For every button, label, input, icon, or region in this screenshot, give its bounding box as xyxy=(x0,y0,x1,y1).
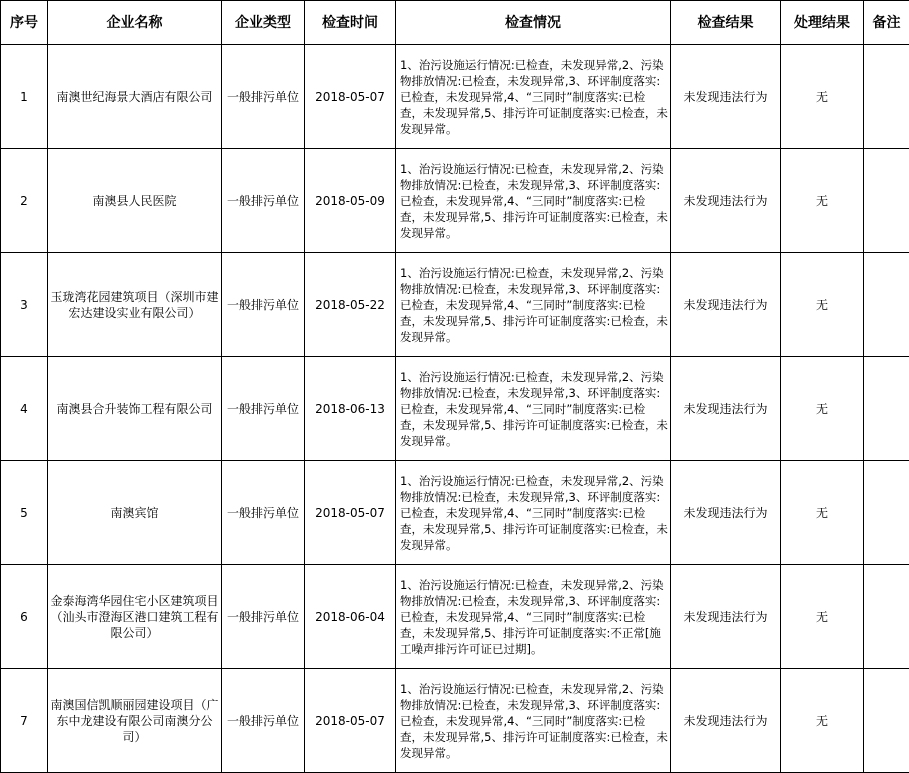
table-row xyxy=(1,357,909,461)
cell-date: 2018-05-07 xyxy=(305,669,396,773)
header-detail: 检查情况 xyxy=(396,1,671,45)
cell-company: 南澳县合升装饰工程有限公司 xyxy=(48,357,222,461)
cell-type: 一般排污单位 xyxy=(222,45,305,149)
cell-date: 2018-06-13 xyxy=(305,357,396,461)
cell-handling: 无 xyxy=(781,565,864,669)
cell-handling: 无 xyxy=(781,669,864,773)
cell-type: 一般排污单位 xyxy=(222,149,305,253)
cell-type: 一般排污单位 xyxy=(222,357,305,461)
cell-type: 一般排污单位 xyxy=(222,461,305,565)
cell-date: 2018-05-09 xyxy=(305,149,396,253)
cell-no: 6 xyxy=(1,565,48,669)
cell-remark xyxy=(864,357,909,461)
cell-detail: 1、治污设施运行情况:已检查，未发现异常,2、污染物排放情况:已检查，未发现异常,3、环评制度落实:已检查，未发现异常,4、“三同时”制度落实:已检查，未发现异常,5、排污许可证制度落实:已检查，未发现异常。 xyxy=(396,253,671,357)
cell-company: 玉珑湾花园建筑项目（深圳市建宏达建设实业有限公司） xyxy=(48,253,222,357)
table-row xyxy=(1,565,909,669)
cell-handling: 无 xyxy=(781,357,864,461)
cell-handling: 无 xyxy=(781,149,864,253)
header-row xyxy=(1,1,909,45)
cell-company: 南澳世纪海景大酒店有限公司 xyxy=(48,45,222,149)
cell-result: 未发现违法行为 xyxy=(671,565,781,669)
header-result: 检查结果 xyxy=(671,1,781,45)
cell-type: 一般排污单位 xyxy=(222,253,305,357)
cell-no: 2 xyxy=(1,149,48,253)
cell-company: 南澳宾馆 xyxy=(48,461,222,565)
cell-detail: 1、治污设施运行情况:已检查，未发现异常,2、污染物排放情况:已检查，未发现异常,3、环评制度落实:已检查，未发现异常,4、“三同时”制度落实:已检查，未发现异常,5、排污许可证制度落实:不正常[施工噪声排污许可证已过期]。 xyxy=(396,565,671,669)
table-row xyxy=(1,461,909,565)
header-no: 序号 xyxy=(1,1,48,45)
cell-detail: 1、治污设施运行情况:已检查，未发现异常,2、污染物排放情况:已检查，未发现异常,3、环评制度落实:已检查，未发现异常,4、“三同时”制度落实:已检查，未发现异常,5、排污许可证制度落实:已检查，未发现异常。 xyxy=(396,45,671,149)
cell-no: 3 xyxy=(1,253,48,357)
cell-remark xyxy=(864,565,909,669)
cell-company: 南澳国信凯顺丽园建设项目（广东中龙建设有限公司南澳分公司） xyxy=(48,669,222,773)
cell-date: 2018-06-04 xyxy=(305,565,396,669)
cell-date: 2018-05-07 xyxy=(305,461,396,565)
cell-result: 未发现违法行为 xyxy=(671,253,781,357)
cell-result: 未发现违法行为 xyxy=(671,461,781,565)
cell-remark xyxy=(864,669,909,773)
header-date: 检查时间 xyxy=(305,1,396,45)
cell-detail: 1、治污设施运行情况:已检查，未发现异常,2、污染物排放情况:已检查，未发现异常,3、环评制度落实:已检查，未发现异常,4、“三同时”制度落实:已检查，未发现异常,5、排污许可证制度落实:已检查，未发现异常。 xyxy=(396,357,671,461)
cell-handling: 无 xyxy=(781,253,864,357)
table-row xyxy=(1,669,909,773)
cell-type: 一般排污单位 xyxy=(222,669,305,773)
cell-no: 1 xyxy=(1,45,48,149)
cell-result: 未发现违法行为 xyxy=(671,45,781,149)
cell-detail: 1、治污设施运行情况:已检查，未发现异常,2、污染物排放情况:已检查，未发现异常,3、环评制度落实:已检查，未发现异常,4、“三同时”制度落实:已检查，未发现异常,5、排污许可证制度落实:已检查，未发现异常。 xyxy=(396,461,671,565)
cell-handling: 无 xyxy=(781,45,864,149)
cell-type: 一般排污单位 xyxy=(222,565,305,669)
cell-remark xyxy=(864,461,909,565)
cell-no: 5 xyxy=(1,461,48,565)
cell-result: 未发现违法行为 xyxy=(671,357,781,461)
cell-result: 未发现违法行为 xyxy=(671,149,781,253)
cell-handling: 无 xyxy=(781,461,864,565)
cell-detail: 1、治污设施运行情况:已检查，未发现异常,2、污染物排放情况:已检查，未发现异常,3、环评制度落实:已检查，未发现异常,4、“三同时”制度落实:已检查，未发现异常,5、排污许可证制度落实:已检查，未发现异常。 xyxy=(396,669,671,773)
cell-date: 2018-05-07 xyxy=(305,45,396,149)
cell-result: 未发现违法行为 xyxy=(671,669,781,773)
table-row xyxy=(1,45,909,149)
cell-remark xyxy=(864,45,909,149)
cell-company: 南澳县人民医院 xyxy=(48,149,222,253)
cell-company: 金泰海湾华园住宅小区建筑项目（汕头市澄海区港口建筑工程有限公司） xyxy=(48,565,222,669)
header-remark: 备注 xyxy=(864,1,909,45)
header-handling: 处理结果 xyxy=(781,1,864,45)
cell-no: 4 xyxy=(1,357,48,461)
header-company: 企业名称 xyxy=(48,1,222,45)
cell-no: 7 xyxy=(1,669,48,773)
cell-remark xyxy=(864,253,909,357)
table-row xyxy=(1,149,909,253)
table-row xyxy=(1,253,909,357)
cell-remark xyxy=(864,149,909,253)
header-type: 企业类型 xyxy=(222,1,305,45)
cell-detail: 1、治污设施运行情况:已检查，未发现异常,2、污染物排放情况:已检查，未发现异常,3、环评制度落实:已检查，未发现异常,4、“三同时”制度落实:已检查，未发现异常,5、排污许可证制度落实:已检查，未发现异常。 xyxy=(396,149,671,253)
cell-date: 2018-05-22 xyxy=(305,253,396,357)
